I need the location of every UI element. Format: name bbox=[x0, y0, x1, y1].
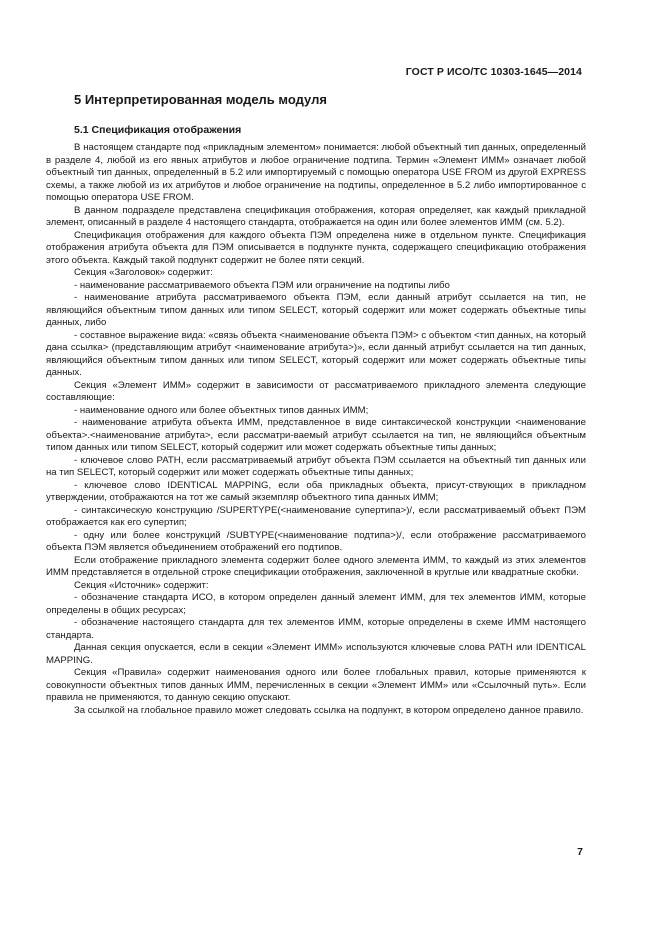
document-header: ГОСТ Р ИСО/ТС 10303-1645—2014 bbox=[405, 66, 582, 78]
paragraph: В настоящем стандарте под «прикладным элементом» понимается: любой объектный тип данных, определенный в разделе 4, любой из его явных атрибутов и любое ограничение подтипа. Термин «Элемент ИММ» означает любой объектный тип данных, определенный в 5.2 или импортируемый с помощью оператора USE FROM из другой EXPRESS схемы, а также любой из их атрибутов и любое ограничение на подтипы, определенное в 5.2 либо импортированное с помощью оператора USE FROM. bbox=[46, 142, 586, 203]
paragraph: Данная секция опускается, если в секции «Элемент ИММ» используются ключевые слова PATH или IDENTICAL MAPPING. bbox=[46, 642, 586, 666]
list-item: - синтаксическую конструкцию /SUPERTYPE(<наименование супертипа>)/, если рассматриваемый объект ПЭМ отображается как его супертип; bbox=[46, 504, 586, 528]
list-item: - наименование атрибута рассматриваемого объекта ПЭМ, если данный атрибут ссылается на тип, не являющийся объектным типом данных или типом SELECT, который содержит или может содержать объектные типы данных, либо bbox=[46, 292, 586, 328]
subsection-title: 5.1 Спецификация отображения bbox=[74, 124, 242, 136]
paragraph: Если отображение прикладного элемента содержит более одного элемента ИММ, то каждый из этих элементов ИММ представляется в отдельной строке спецификации отображения, заключенной в круглые или квадратные скобки. bbox=[46, 554, 586, 578]
list-item: - наименование атрибута объекта ИММ, представленное в виде синтаксической конструкции <наименование объекта>.<наименование атрибута>, если рассматри-ваемый атрибут ссылается на тип, не являющийся объектным типом данных или типом SELECT, который содержит или может содержать объектные типы данных; bbox=[46, 417, 586, 453]
paragraph: Секция «Элемент ИММ» содержит в зависимости от рассматриваемого прикладного элемента следующие составляющие: bbox=[46, 379, 586, 403]
list-item: - наименование одного или более объектных типов данных ИММ; bbox=[74, 404, 369, 416]
list-item: - одну или более конструкций /SUBTYPE(<наименование подтипа>)/, если отображение рассматриваемого объекта ПЭМ является объединением отображений его подтипов. bbox=[46, 529, 586, 553]
body-text bbox=[46, 142, 586, 717]
list-item: - обозначение стандарта ИСО, в котором определен данный элемент ИММ, для тех элементов ИММ, которые определены в общих ресурсах; bbox=[46, 592, 586, 616]
list-item: - составное выражение вида: «связь объекта <наименование объекта ПЭМ> с объектом <тип данных, на который дана ссылка> (представляющим атрибут <наименование атрибута>)», если данный атрибут ссылается на тип данных, являющийся объектным типом данных или типом SELECT, который содержит или может содержать объектные типы данных. bbox=[46, 329, 586, 378]
list-item: - наименование рассматриваемого объекта ПЭМ или ограничение на подтипы либо bbox=[74, 279, 450, 291]
list-item: - обозначение настоящего стандарта для тех элементов ИММ, которые определены в схеме ИММ настоящего стандарта. bbox=[46, 617, 586, 641]
list-item: - ключевое слово PATH, если рассматриваемый атрибут объекта ПЭМ ссылается на объектный тип данных или на тип SELECT, который содержит или может содержать объектные типы данных; bbox=[46, 454, 586, 478]
paragraph: Секция «Заголовок» содержит: bbox=[74, 267, 213, 278]
section-title: 5 Интерпретированная модель модуля bbox=[74, 92, 327, 107]
paragraph: За ссылкой на глобальное правило может следовать ссылка на подпункт, в котором определено данное правило. bbox=[74, 704, 584, 716]
page-number: 7 bbox=[577, 846, 583, 858]
paragraph: Секция «Источник» содержит: bbox=[74, 579, 209, 591]
paragraph: Секция «Правила» содержит наименования одного или более глобальных правил, которые применяются к совокупности объектных типов данных ИММ, перечисленных в секции «Элемент ИММ» или «Ссылочный путь». Если правила не применяются, то данную секцию опускают. bbox=[46, 667, 586, 703]
paragraph: В данном подразделе представлена спецификация отображения, которая определяет, как каждый прикладной элемент, описанный в разделе 4 настоящего стандарта, отображается на один или более элементов ИММ (см. 5.2). bbox=[46, 204, 586, 228]
paragraph: Спецификация отображения для каждого объекта ПЭМ определена ниже в отдельном пункте. Спецификация отображения атрибута объекта для ПЭМ описывается в подпункте пункта, содержащего спецификацию отображения этого объекта. Каждый такой подпункт содержит не более пяти секций. bbox=[46, 229, 586, 266]
list-item: - ключевое слово IDENTICAL MAPPING, если оба прикладных объекта, присут-ствующих в прикладном утверждении, отображаются на тот же самый экземпляр объектного типа данных ИММ; bbox=[46, 479, 586, 503]
